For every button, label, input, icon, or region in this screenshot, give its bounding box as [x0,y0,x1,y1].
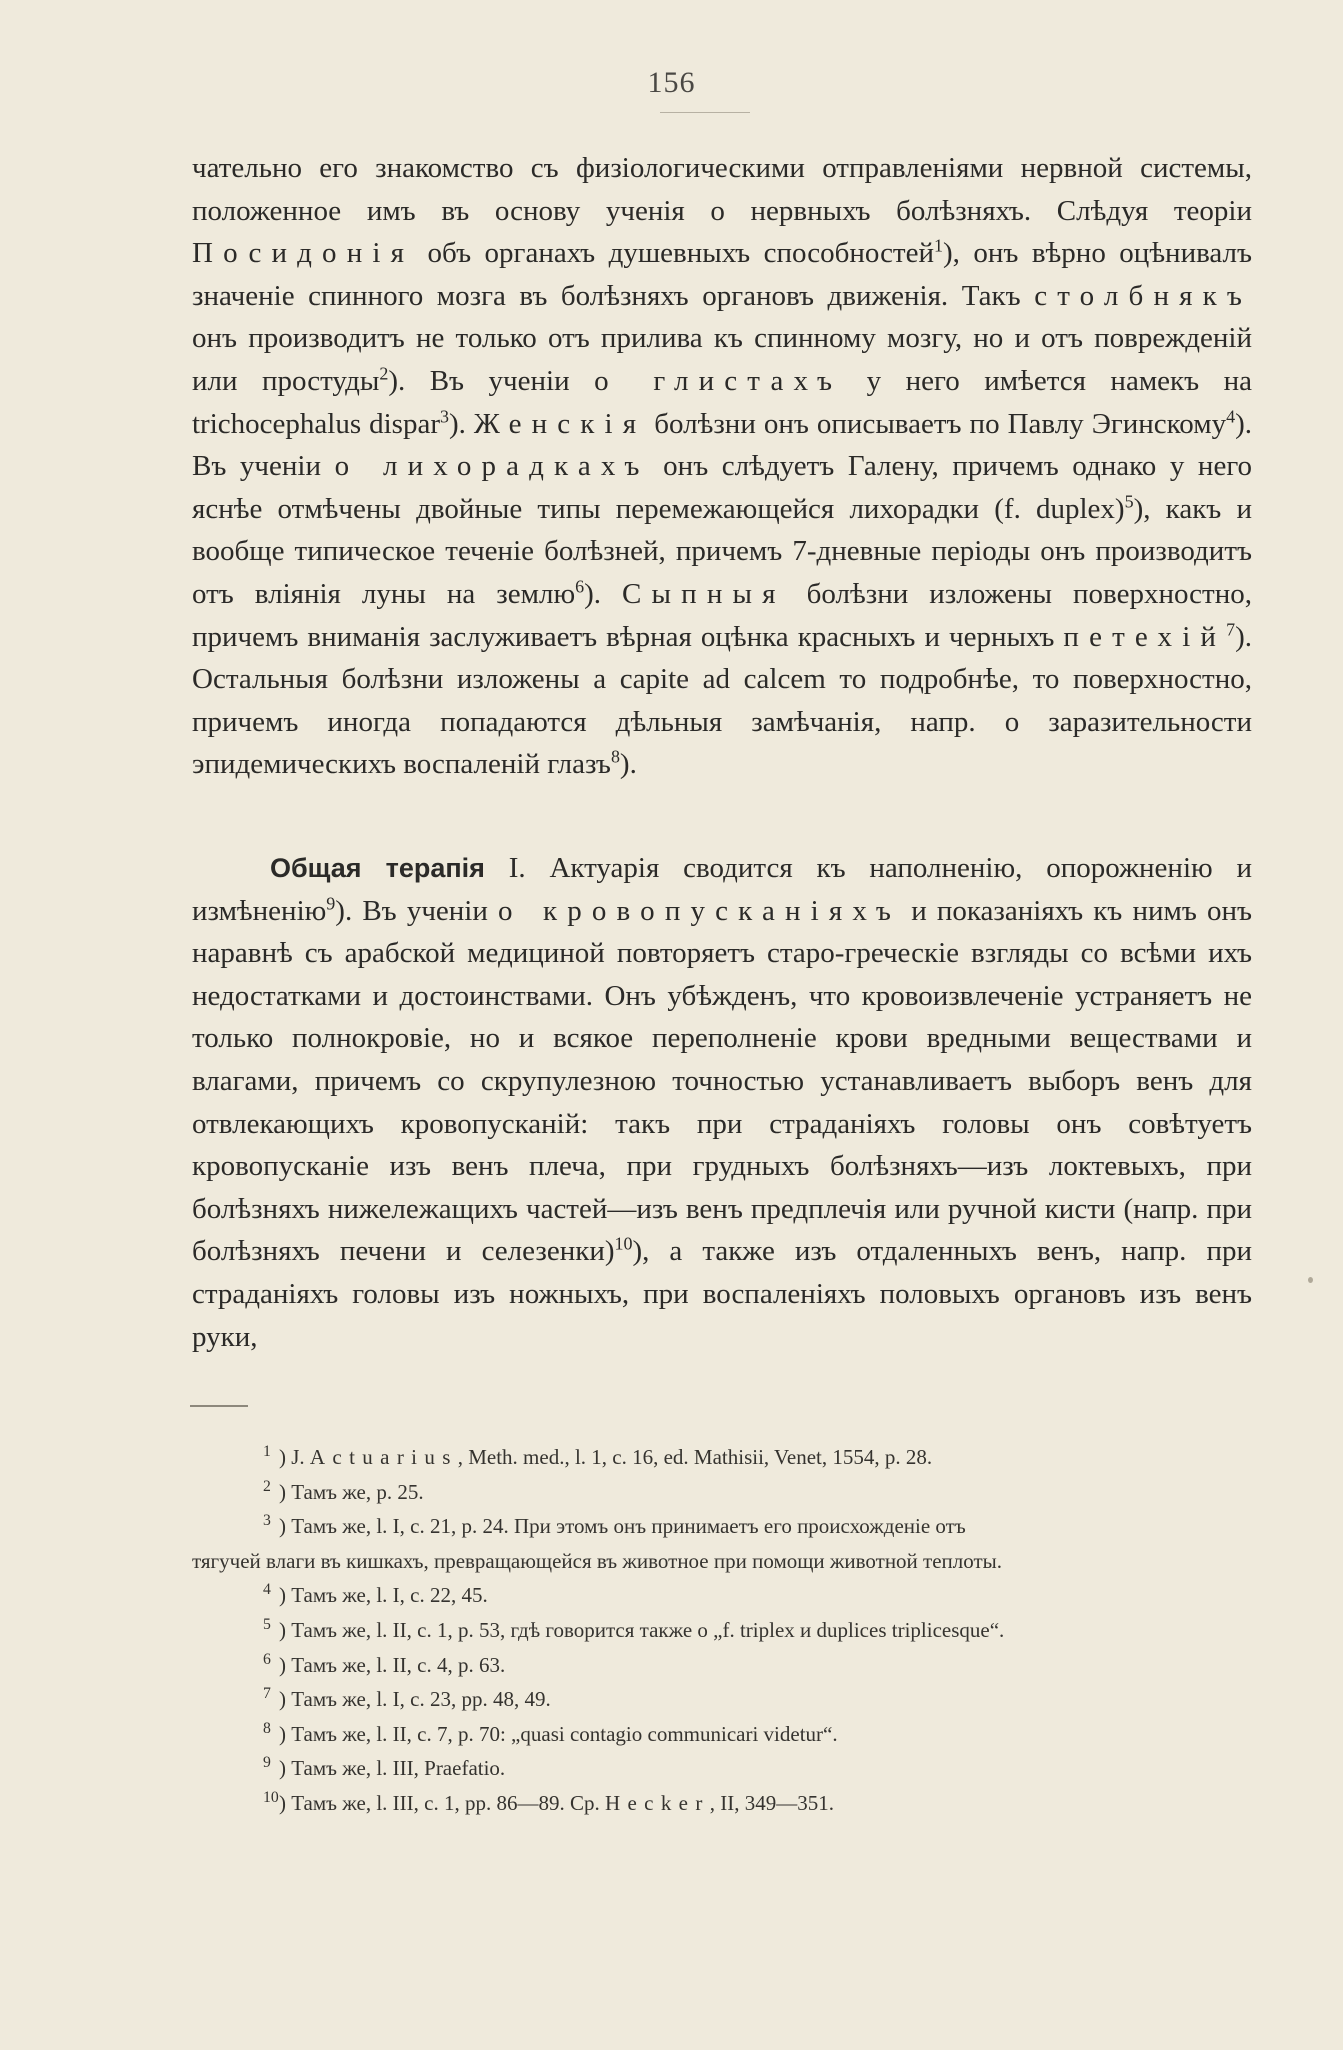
text-run: ). [448,407,474,440]
footnote-text: ) Тамъ же, l. III, Praefatio. [279,1756,506,1781]
spaced-term: Сыпныя [622,577,786,610]
footnote-6: 6 ) Тамъ же, l. II, c. 4, p. 63. [263,1650,506,1677]
text-run: онъ производитъ не только отъ прилива къ спинному мозгу, но и отъ поврежденій или простуды [192,322,1252,397]
footnote-text: ) Тамъ же, р. 25. [279,1479,424,1504]
footnote-ref[interactable]: 1 [934,235,943,256]
text-run: объ органахъ душевныхъ способностей [414,237,935,270]
text-run: у него имѣется намекъ на trichocephalus dispar [192,364,1253,440]
spaced-term: о глистахъ [594,364,843,397]
spaced-term: о лихорадкахъ [334,450,650,483]
text-run: онъ слѣдуетъ Галену, причемъ однако у него яснѣе отмѣчены двойные типы перемежающейся лихорадки (f. duplex) [192,450,1252,525]
footnote-text: ) Тамъ же, l. II, c. 1, p. 53, гдѣ говорится также о „f. triplex и duplices triplicesque“. [279,1617,1005,1642]
footnote-5: 5 ) Тамъ же, l. II, c. 1, p. 53, гдѣ говорится также о „f. triplex и duplices triplicesque“. [263,1615,1005,1642]
footnote-ref[interactable]: 6 [575,576,585,597]
text-run: ), онъ вѣрно оцѣнивалъ значеніе спинного мозга въ болѣзняхъ органовъ движенія. Такъ [192,237,1253,312]
footnote-text: тягучей влаги въ кишкахъ, превращающейся въ животное при помощи животной теплоты. [192,1548,1003,1573]
footnote-ref[interactable]: 9 [326,892,336,913]
footnote-text: , II, 349—351. [709,1790,834,1815]
text-run: I. Актуарія сводится къ наполненію, опорожненію и измѣненію [192,852,1253,927]
footnote-ref[interactable]: 5 [1124,491,1134,512]
paragraph-2 [192,847,1252,1358]
footnote-text: ) Тамъ же, l. I, c. 22, 45. [279,1583,488,1608]
footnote-text: ) J. [279,1445,310,1469]
text-run: ), какъ и вообще типическое теченіе болѣзней, причемъ 7-дневные періоды онъ производитъ отъ вліянія луны на землю [192,492,1252,610]
footnote-text: ) Тамъ же, l. II, c. 4, p. 63. [279,1652,506,1677]
spaced-name: Посидонія [192,237,415,270]
footnote-1: 1 ) J. Actuarius, Meth. med., l. 1, c. 16, ed. Mathisii, Venet, 1554, p. 28. [263,1443,933,1469]
footnote-ref[interactable]: 7 [1226,618,1236,639]
footnote-10: 10) Тамъ же, l. III, c. 1, pp. 86—89. Ср. Hecker, II, 349—351. [263,1788,834,1815]
footnote-text: ) Тамъ же, l. I, c. 21, p. 24. При этомъ онъ принимаетъ его происхожденіе отъ [279,1514,966,1539]
footnote-9: 9 ) Тамъ же, l. III, Praefatio. [263,1754,506,1781]
page-number: 156 [647,66,696,99]
footnote-text: ) Тамъ же, l. III, c. 1, pp. 86—89. Ср. [279,1790,605,1815]
text-run: и показаніяхъ къ нимъ онъ наравнѣ съ арабской медициной повторяетъ старо-греческіе взгляды со всѣми ихъ недостатками и достоинствами. Онъ убѣжденъ, что кровоизвлеченіе устраняетъ не только полнокровіе, но и всякое переполненіе крови вредными веществами и влагами, причемъ со скрупулезною точностью устанавливаетъ выборъ венъ для отвлекающихъ кровопусканій: такъ при страданіяхъ головы онъ совѣтуетъ кровопусканіе изъ венъ плеча, при грудныхъ болѣзняхъ—изъ локтевыхъ, при болѣзняхъ нижележащихъ частей—изъ венъ предплечія или ручной кисти (напр. при болѣзняхъ печени и селезенки) [192,894,1252,1268]
spaced-term: петехій [1063,620,1227,653]
text-run: болѣзни онъ описываетъ по Павлу Эгинскому [646,407,1227,440]
footnote-ref[interactable]: 3 [440,405,449,426]
paragraph-1 [192,147,1252,786]
footnote-3: 3 ) Тамъ же, l. I, c. 21, p. 24. При этомъ онъ принимаетъ его происхожденіе отъ [263,1512,966,1539]
footnote-7: 7 ) Тамъ же, l. I, c. 23, pp. 48, 49. [263,1685,551,1712]
footnote-3-continued [192,1544,1252,1579]
footnote-2: 2 ) Тамъ же, р. 25. [263,1477,424,1504]
footnote-ref[interactable]: 2 [379,363,389,384]
section-heading: Общая терапія [270,853,485,883]
footnote-4: 4 ) Тамъ же, l. I, c. 22, 45. [263,1581,488,1608]
text-run: ). [619,748,637,781]
footnote-ref[interactable]: 4 [1226,405,1236,426]
text-run: ). Въ ученіи [388,364,595,397]
footnote-text: ) Тамъ же, l. II, c. 7, p. 70: „quasi contagio communicari videtur“. [279,1721,838,1746]
footnote-text: ) Тамъ же, l. I, c. 23, pp. 48, 49. [279,1687,551,1712]
footnote-ref[interactable]: 8 [610,746,620,767]
header-rule [660,112,750,113]
spaced-term: столбнякъ [1034,279,1252,312]
text-run: ), а также изъ отдаленныхъ венъ, напр. при страданіяхъ головы изъ ножныхъ, при воспаленіяхъ половыхъ органовъ изъ венъ руки, [192,1235,1253,1353]
text-run: ). [584,577,623,610]
footnote-author: Hecker [604,1790,710,1815]
footnote-rule [190,1405,248,1407]
text-run: ). Остальныя болѣзни изложены a capite ad calcem то подробнѣе, то поверхностно, причемъ иногда попадаются дѣльныя замѣчанія, напр. о заразительности эпидемическихъ воспаленій глазъ [192,620,1252,781]
footnote-ref[interactable]: 10 [614,1233,633,1254]
text-run: чательно его знакомство съ физіологическими отправленіями нервной системы, положенное имъ въ основу ученія о нервныхъ болѣзняхъ. Слѣдуя теоріи [192,152,1252,227]
footnotes [192,1440,1252,1821]
footnote-author: Actuarius [309,1445,458,1469]
spaced-term: Женскія [473,407,647,440]
scan-speck [1308,1277,1313,1283]
spaced-term: о кровопусканіяхъ [498,894,902,927]
text-run: ). Въ ученіи [335,894,499,927]
footnote-text: , Meth. med., l. 1, c. 16, ed. Mathisii, Venet, 1554, p. 28. [457,1445,933,1469]
text-run: болѣзни изложены поверхностно, причемъ вниманія заслуживаетъ вѣрная оцѣнка красныхъ и черныхъ [192,577,1252,653]
text-run: ). Въ ученіи [192,407,1252,483]
footnote-8: 8 ) Тамъ же, l. II, c. 7, p. 70: „quasi contagio communicari videtur“. [263,1719,838,1746]
